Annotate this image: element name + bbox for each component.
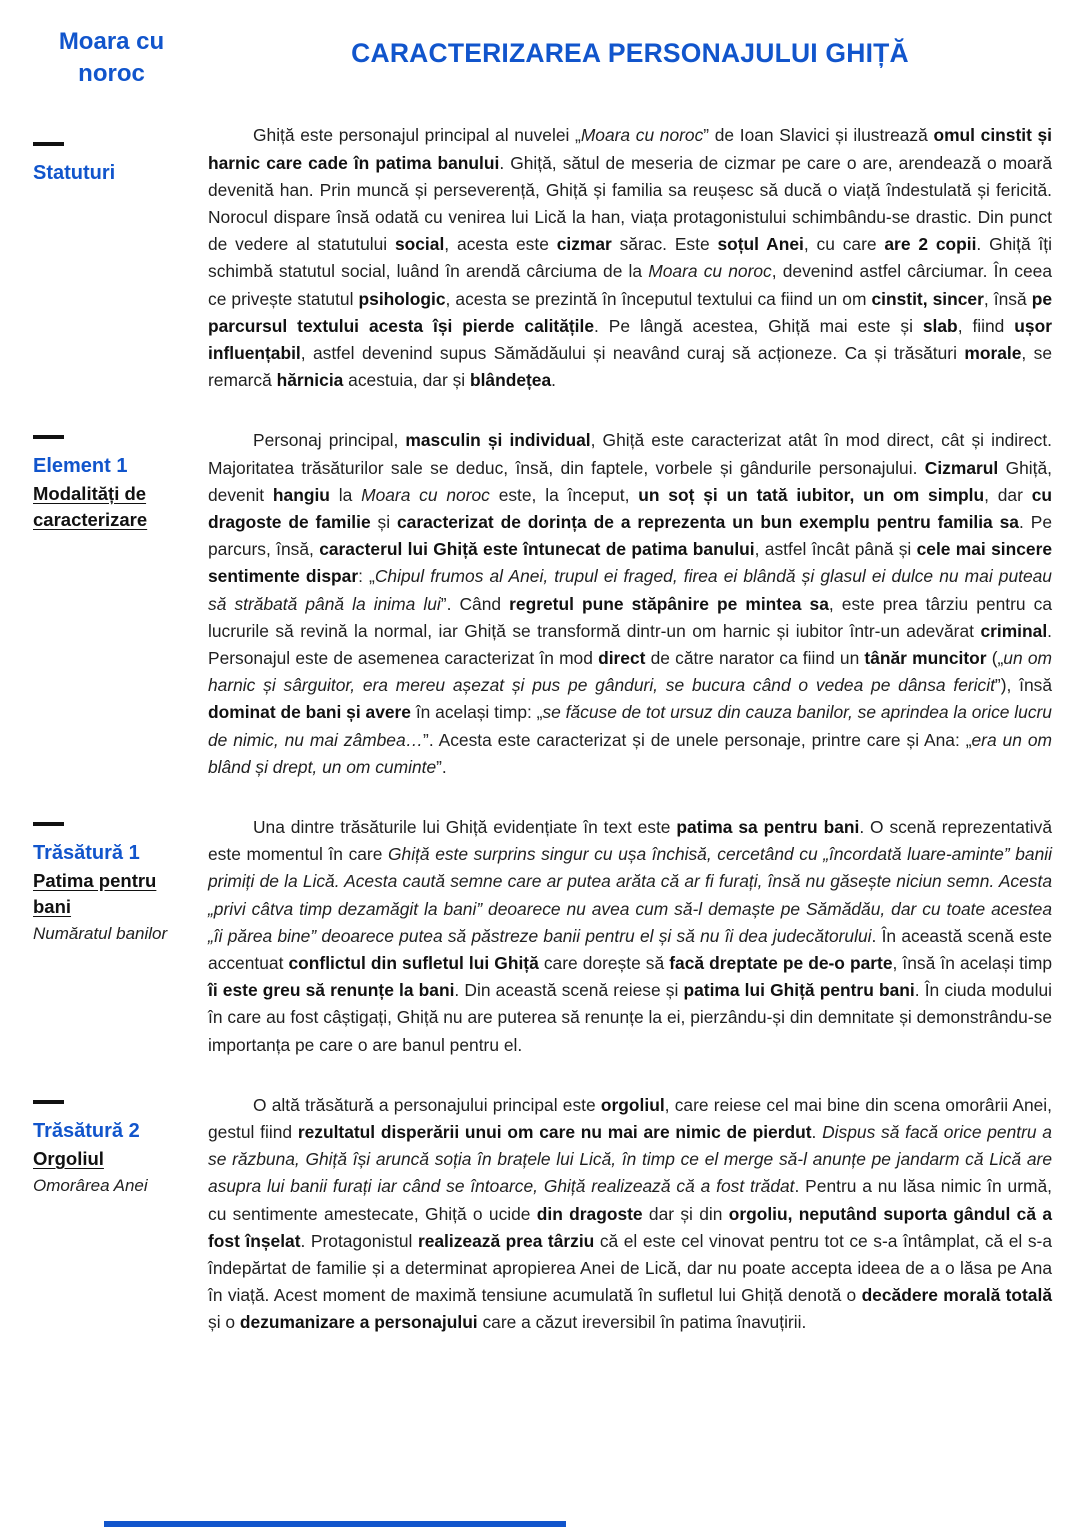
text-run: caracterizat de dorința de a reprezenta un bun exemplu pentru familia sa [397, 511, 1019, 532]
paragraph-cell [208, 427, 1052, 781]
text-run: blândețea [469, 370, 552, 391]
sidebar-section [0, 814, 208, 1059]
text-run: Cizmarul [924, 457, 999, 478]
text-run: . Pe lângă acestea, Ghiță mai este și [594, 315, 923, 336]
text-run: cinstit, sincer [871, 288, 984, 309]
paragraph-cell [208, 814, 1052, 1059]
text-run: . O scenă reprezentativă este momentul în care [208, 817, 1053, 865]
text-run: la [329, 484, 362, 505]
text-run: dar și din [642, 1203, 729, 1224]
text-run: sărac. Este [611, 234, 718, 255]
text-run: , însă [983, 288, 1032, 309]
next-section-divider-bar [104, 1521, 566, 1527]
text-run: caracterul lui Ghiță este întunecat de patima banului [319, 539, 755, 560]
text-run: direct [598, 648, 646, 668]
text-run: Ghiță este personajul principal al nuvelei „ [253, 125, 581, 146]
text-run: ușor influențabil [208, 315, 1052, 363]
text-run: , acesta se prezintă în începutul textului ca fiind un om [445, 288, 872, 309]
sidebar-section-note: Număratul banilor [33, 923, 168, 943]
text-run: Chipul frumos al Anei, trupul ei fraged, firea ei blândă și glasul ei dulce nu mai puteau să străbată până la inima lui [208, 566, 1052, 614]
text-run: , Ghiță este caracterizat atât în mod direct, cât și indirect. Majoritatea trăsăturilor sale se deduc, însă, din faptele, vorbele și gândurile personajului. [208, 430, 1052, 478]
text-run: cizmar [556, 234, 612, 255]
text-run: ”. Când [440, 593, 510, 614]
text-run: ”), însă [994, 675, 1052, 696]
section-statuturi [0, 122, 1080, 394]
text-run: orgoliul [600, 1094, 665, 1115]
text-run: . Personajul este de asemenea caracterizat în mod [208, 620, 1052, 668]
section-dash-icon [33, 1100, 64, 1104]
text-run: că el este cel vinovat pentru tot ce s-a întâmplat, că el s-a îndepărtat de familie și a determinat apropierea Anei de Lică, dar nu poate accepta ideea de a o lăsa pe Ana în viață. Acest moment de maximă tensiune acumulată în sufletul lui Ghiță denotă o [208, 1230, 1052, 1306]
text-run: acestuia, dar și [343, 370, 470, 391]
text-run: dezumanizare a personajului [239, 1312, 478, 1333]
text-run: hangiu [272, 484, 330, 505]
text-run: hărnicia [276, 370, 344, 391]
text-run: . În ciuda modului în care au fost câștigați, Ghiță nu are puterea să renunțe la ei, pierzându-și din demnitate și demonstrându-se importanța pe care o are banul pentru el. [208, 980, 1052, 1055]
text-run: pe parcursul textului acesta își pierde calitățile [208, 288, 1052, 336]
text-run: , este prea târziu pentru ca lucrurile să revină la normal, iar Ghiță se transformă dintr-un om harnic și iubitor într-un adevărat [208, 593, 1052, 641]
text-run: Personaj principal, [253, 430, 406, 451]
section-trasatura-1 [0, 814, 1080, 1059]
sidebar-section [0, 427, 208, 781]
text-run: orgoliu, neputând suporta gândul că a fost înșelat [208, 1203, 1052, 1251]
sidebar-section [0, 1092, 208, 1337]
text-run: , dar [984, 484, 1032, 505]
text-run: Ghiță, devenit [208, 457, 1052, 505]
text-run: și [370, 511, 398, 532]
text-run: psihologic [358, 288, 446, 309]
header-row [0, 26, 1080, 89]
sidebar-section-label: Statuturi [33, 162, 116, 185]
text-run: patima lui Ghiță pentru bani [683, 980, 915, 1001]
text-run: , astfel încât până și [754, 539, 917, 560]
section-dash-icon [33, 822, 64, 826]
text-run: tânăr muncitor [864, 648, 987, 668]
book-title: Moara cu noroc [58, 28, 165, 87]
text-run: care dorește să [538, 953, 670, 974]
text-run: se făcuse de tot ursuz din cauza banilor, se aprindea la orice lucru de nimic, nu mai zâmbea… [208, 702, 1052, 750]
text-run: și o [208, 1312, 240, 1333]
sidebar-section-label: Element 1 [33, 455, 128, 478]
text-run: masculin și individual [405, 430, 591, 451]
text-run: un soț și un tată iubitor, un om simplu [638, 484, 985, 505]
section-element-1 [0, 427, 1080, 781]
paragraph-cell [208, 1092, 1052, 1337]
sidebar-header-cell [0, 26, 208, 89]
section-dash-icon [33, 435, 64, 439]
text-run: ” de Ioan Slavici și ilustrează [703, 125, 934, 146]
section-dash-icon [33, 142, 64, 146]
text-run: dominat de bani și avere [208, 702, 411, 723]
main-header-cell [208, 26, 1052, 89]
text-run: . În această scenă este accentuat [208, 925, 1052, 974]
text-run: Ghiță este surprins singur cu ușa închisă, cercetând cu „încordată luare-aminte” banii primiți de la Lică. Acesta caută semne care ar putea arăta că ar fi furați, însă nu găsește niciun semn. Acesta „privi câtva timp dezamăgit la bani” deoarece nu avea cum să-l demaște pe Sămădău, dar cu toate acestea „îi părea bine” deoarece putea să păstreze banii pentru el și să nu îi dea judecătorului [208, 844, 1052, 946]
text-run: de către narator ca fiind un [645, 648, 865, 668]
text-run: rezultatul disperării unui om care nu mai are nimic de pierdut [297, 1122, 812, 1143]
text-run: este, la început, [489, 484, 639, 505]
paragraph-cell [208, 122, 1052, 394]
text-run: Moara cu noroc [361, 484, 490, 505]
text-run: cu dragoste de familie [208, 484, 1053, 532]
text-run: criminal [980, 620, 1048, 641]
text-run: . [811, 1122, 823, 1143]
text-run: patima sa pentru bani [676, 817, 860, 838]
text-run: conflictul din sufletul lui Ghiță [288, 953, 539, 974]
text-run: Moara cu noroc [580, 125, 704, 146]
text-run: cele mai sincere sentimente dispar [208, 539, 1053, 587]
sidebar-section-subtitle: Patima pentru bani [33, 870, 157, 917]
text-run: ”. Acesta este caracterizat și de unele personaje, printre care și Ana: „ [423, 729, 972, 750]
text-run: facă dreptate pe de-o parte [669, 953, 893, 974]
body-paragraph [208, 122, 1052, 394]
text-run: . Din această scenă reiese și [454, 980, 684, 1001]
text-run: decădere morală totală [861, 1285, 1052, 1306]
text-run: O altă trăsătură a personajului principal este [253, 1094, 601, 1115]
body-paragraph [208, 1092, 1052, 1337]
text-run: din dragoste [536, 1203, 643, 1224]
text-run: omul cinstit și harnic care cade în patima banului [208, 125, 1053, 173]
text-run: are 2 copii [884, 234, 977, 255]
text-run: . Pentru a nu lăsa nimic în urmă, cu sentimente amestecate, Ghiță o ucide [208, 1176, 1052, 1224]
sidebar-section-label: Trăsătură 2 [33, 1119, 140, 1142]
text-run: . Protagonistul [300, 1230, 418, 1251]
text-run: , astfel devenind supus Sămădăului și neavând curaj să acționeze. Ca și trăsături [300, 342, 965, 363]
text-run: Dispus să facă orice pentru a se răzbuna, Ghiță își aruncă soția în brațele lui Lică, în timp ce el merge să-l anunțe pe jandarm că Lică are asupra lui banii furați iar când se întoarce, Ghiță realizează că a fost trădat [208, 1122, 1052, 1197]
text-run: soțul Anei [717, 234, 804, 255]
text-run: Una dintre trăsăturile lui Ghiță evidențiate în text este [253, 817, 677, 838]
text-run: . Pe parcurs, însă, [208, 511, 1052, 560]
text-run: realizează prea târziu [417, 1230, 595, 1251]
text-run: . [551, 370, 556, 391]
text-run: („ [986, 648, 1004, 668]
text-run: . Ghiță, sătul de meseria de cizmar pe care o are, arendează o moară devenită han. Prin muncă și perseverență, Ghiță și familia sa reușesc să ducă o viață îndestulată și fericită. Norocul dispare însă odată cu venirea lui Lică la han, viața protagonistului schimbându-se drastic. Din punct de vedere al statutului [208, 152, 1052, 255]
text-run: îi este greu să renunțe la bani [208, 980, 455, 1001]
text-run: Moara cu noroc [648, 261, 772, 282]
section-trasatura-2 [0, 1092, 1080, 1337]
body-paragraph [208, 814, 1052, 1059]
text-run: , devenind astfel cârciumar. În ceea ce privește statutul [208, 261, 1052, 309]
sidebar-section-subtitle: Orgoliul [33, 1147, 104, 1169]
text-run: morale [964, 342, 1022, 363]
text-run: : „ [358, 566, 375, 587]
text-run: slab [922, 315, 958, 336]
document-title: CARACTERIZAREA PERSONAJULUI GHIȚĂ [351, 38, 909, 68]
text-run: un om harnic și sârguitor, era mereu așezat și pus pe gânduri, se bucura când o vedea pe dânsa fericit [208, 648, 1052, 696]
sidebar-section [0, 122, 208, 394]
text-run: , însă în același timp [892, 953, 1053, 974]
sidebar-section-subtitle: Modalități de caracterizare [33, 483, 148, 531]
body-paragraph [208, 427, 1052, 781]
text-run: regretul pune stăpânire pe mintea sa [509, 593, 829, 614]
sidebar-section-label: Trăsătură 1 [33, 842, 140, 865]
text-run: era un om blând și drept, un om cuminte [208, 729, 1052, 777]
text-run: , cu care [803, 234, 885, 255]
text-run: , se remarcă [208, 342, 1053, 391]
text-run: social [394, 234, 445, 255]
text-run: , care reiese cel mai bine din scena omorârii Anei, gestul fiind [208, 1094, 1053, 1143]
text-run: care a căzut ireversibil în patima înavuțirii. [477, 1312, 807, 1333]
text-run: , fiind [957, 315, 1015, 336]
sidebar-section-note: Omorârea Anei [33, 1175, 148, 1195]
text-run: . Ghiță îți schimbă statutul social, luând în arendă cârciuma de la [208, 234, 1052, 282]
text-run: ”. [436, 756, 447, 777]
text-run: în același timp: „ [410, 702, 543, 723]
text-run: , acesta este [444, 234, 557, 255]
